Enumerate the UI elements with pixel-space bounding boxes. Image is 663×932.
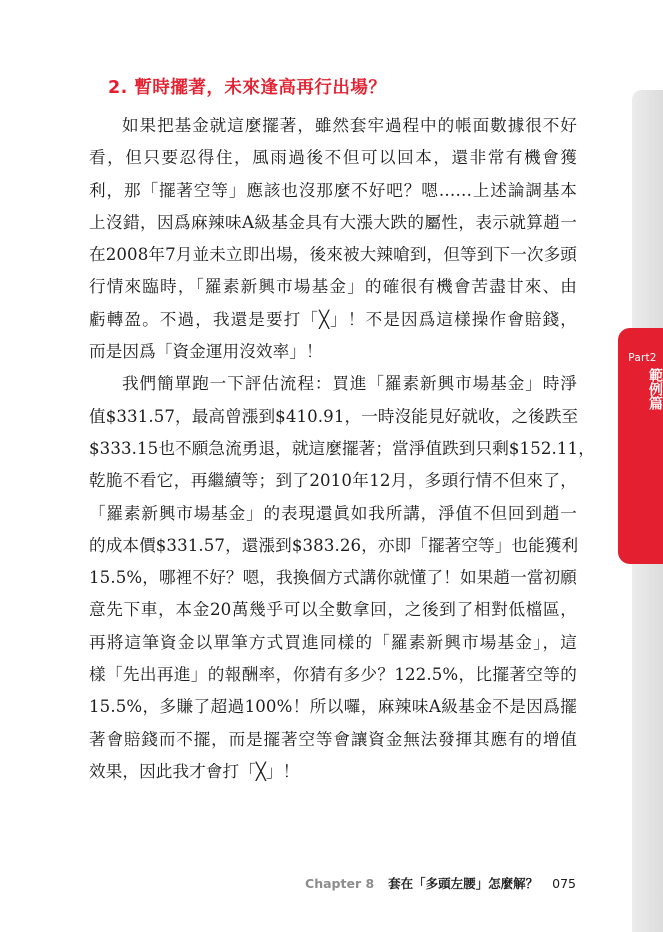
text-line: 再將這筆資金以單筆方式買進同樣的「羅素新興市場基金」，這 <box>89 632 577 652</box>
text-line: 上沒錯，因爲麻辣味A級基金具有大漲大跌的屬性，表示就算趙一 <box>89 212 577 232</box>
side-tab-section-title: 範例篇 <box>647 368 663 410</box>
text-line: $333.15也不願急流勇退，就這麼擺著；當淨值跌到只剩$152.11， <box>89 438 595 458</box>
footer-chapter: Chapter 8 <box>305 876 375 891</box>
text-line: 虧轉盈。不過，我還是要打「╳」！不是因爲這樣操作會賠錢， <box>89 309 577 329</box>
text-line: 的成本價$331.57，還漲到$383.26，亦即「擺著空等」也能獲利 <box>89 535 579 555</box>
paragraph-2 <box>89 368 595 788</box>
text-line: 樣「先出再進」的報酬率，你猜有多少？122.5%，比擺著空等的 <box>89 665 577 685</box>
text-line: 而是因爲「資金運用沒效率」！ <box>89 342 323 362</box>
side-tab-part-label: Part2 <box>628 352 657 364</box>
side-tab-gray-upper <box>632 90 663 330</box>
paragraph-1 <box>89 110 577 368</box>
text-line: 值$331.57，最高曾漲到$410.91，一時沒能見好就收，之後跌至 <box>89 406 579 426</box>
text-line: 看，但只要忍得住，風雨過後不但可以回本，還非常有機會獲 <box>89 148 577 168</box>
text-line: 著會賠錢而不擺，而是擺著空等會讓資金無法發揮其應有的增值 <box>89 729 577 749</box>
text-line: 意先下車，本金20萬幾乎可以全數拿回，之後到了相對低檔區， <box>89 600 577 620</box>
page-footer <box>305 874 576 892</box>
text-line: 「羅素新興市場基金」的表現還眞如我所講，淨值不但回到趙一 <box>89 503 577 523</box>
text-line: 效果，因此我才會打「╳」！ <box>89 761 300 781</box>
body-text <box>89 110 595 788</box>
text-line: 在2008年7月並未立即出場，後來被大辣嗆到，但等到下一次多頭 <box>89 245 577 265</box>
text-line: 15.5%，多賺了超過100%！所以囉，麻辣味A級基金不是因爲擺 <box>89 697 577 717</box>
text-line: 15.5%，哪裡不好？嗯，我換個方式講你就懂了！如果趙一當初願 <box>89 568 577 588</box>
page-number: 075 <box>552 876 576 891</box>
text-line: 我們簡單跑一下評估流程：買進「羅素新興市場基金」時淨 <box>122 374 577 394</box>
text-line: 乾脆不看它，再繼續等；到了2010年12月，多頭行情不但來了， <box>89 471 577 491</box>
text-line: 行情來臨時，「羅素新興市場基金」的確很有機會苦盡甘來、由 <box>89 277 577 297</box>
side-tab-gray-lower <box>632 560 663 932</box>
text-line: 利，那「擺著空等」應該也沒那麼不好吧？嗯……上述論調基本 <box>89 180 577 200</box>
section-heading: 2. 暫時擺著，未來逢高再行出場？ <box>108 78 387 98</box>
footer-chapter-title: 套在「多頭左腰」怎麼解？ <box>388 876 539 891</box>
text-line: 如果把基金就這麼擺著，雖然套牢過程中的帳面數據很不好 <box>122 116 577 135</box>
